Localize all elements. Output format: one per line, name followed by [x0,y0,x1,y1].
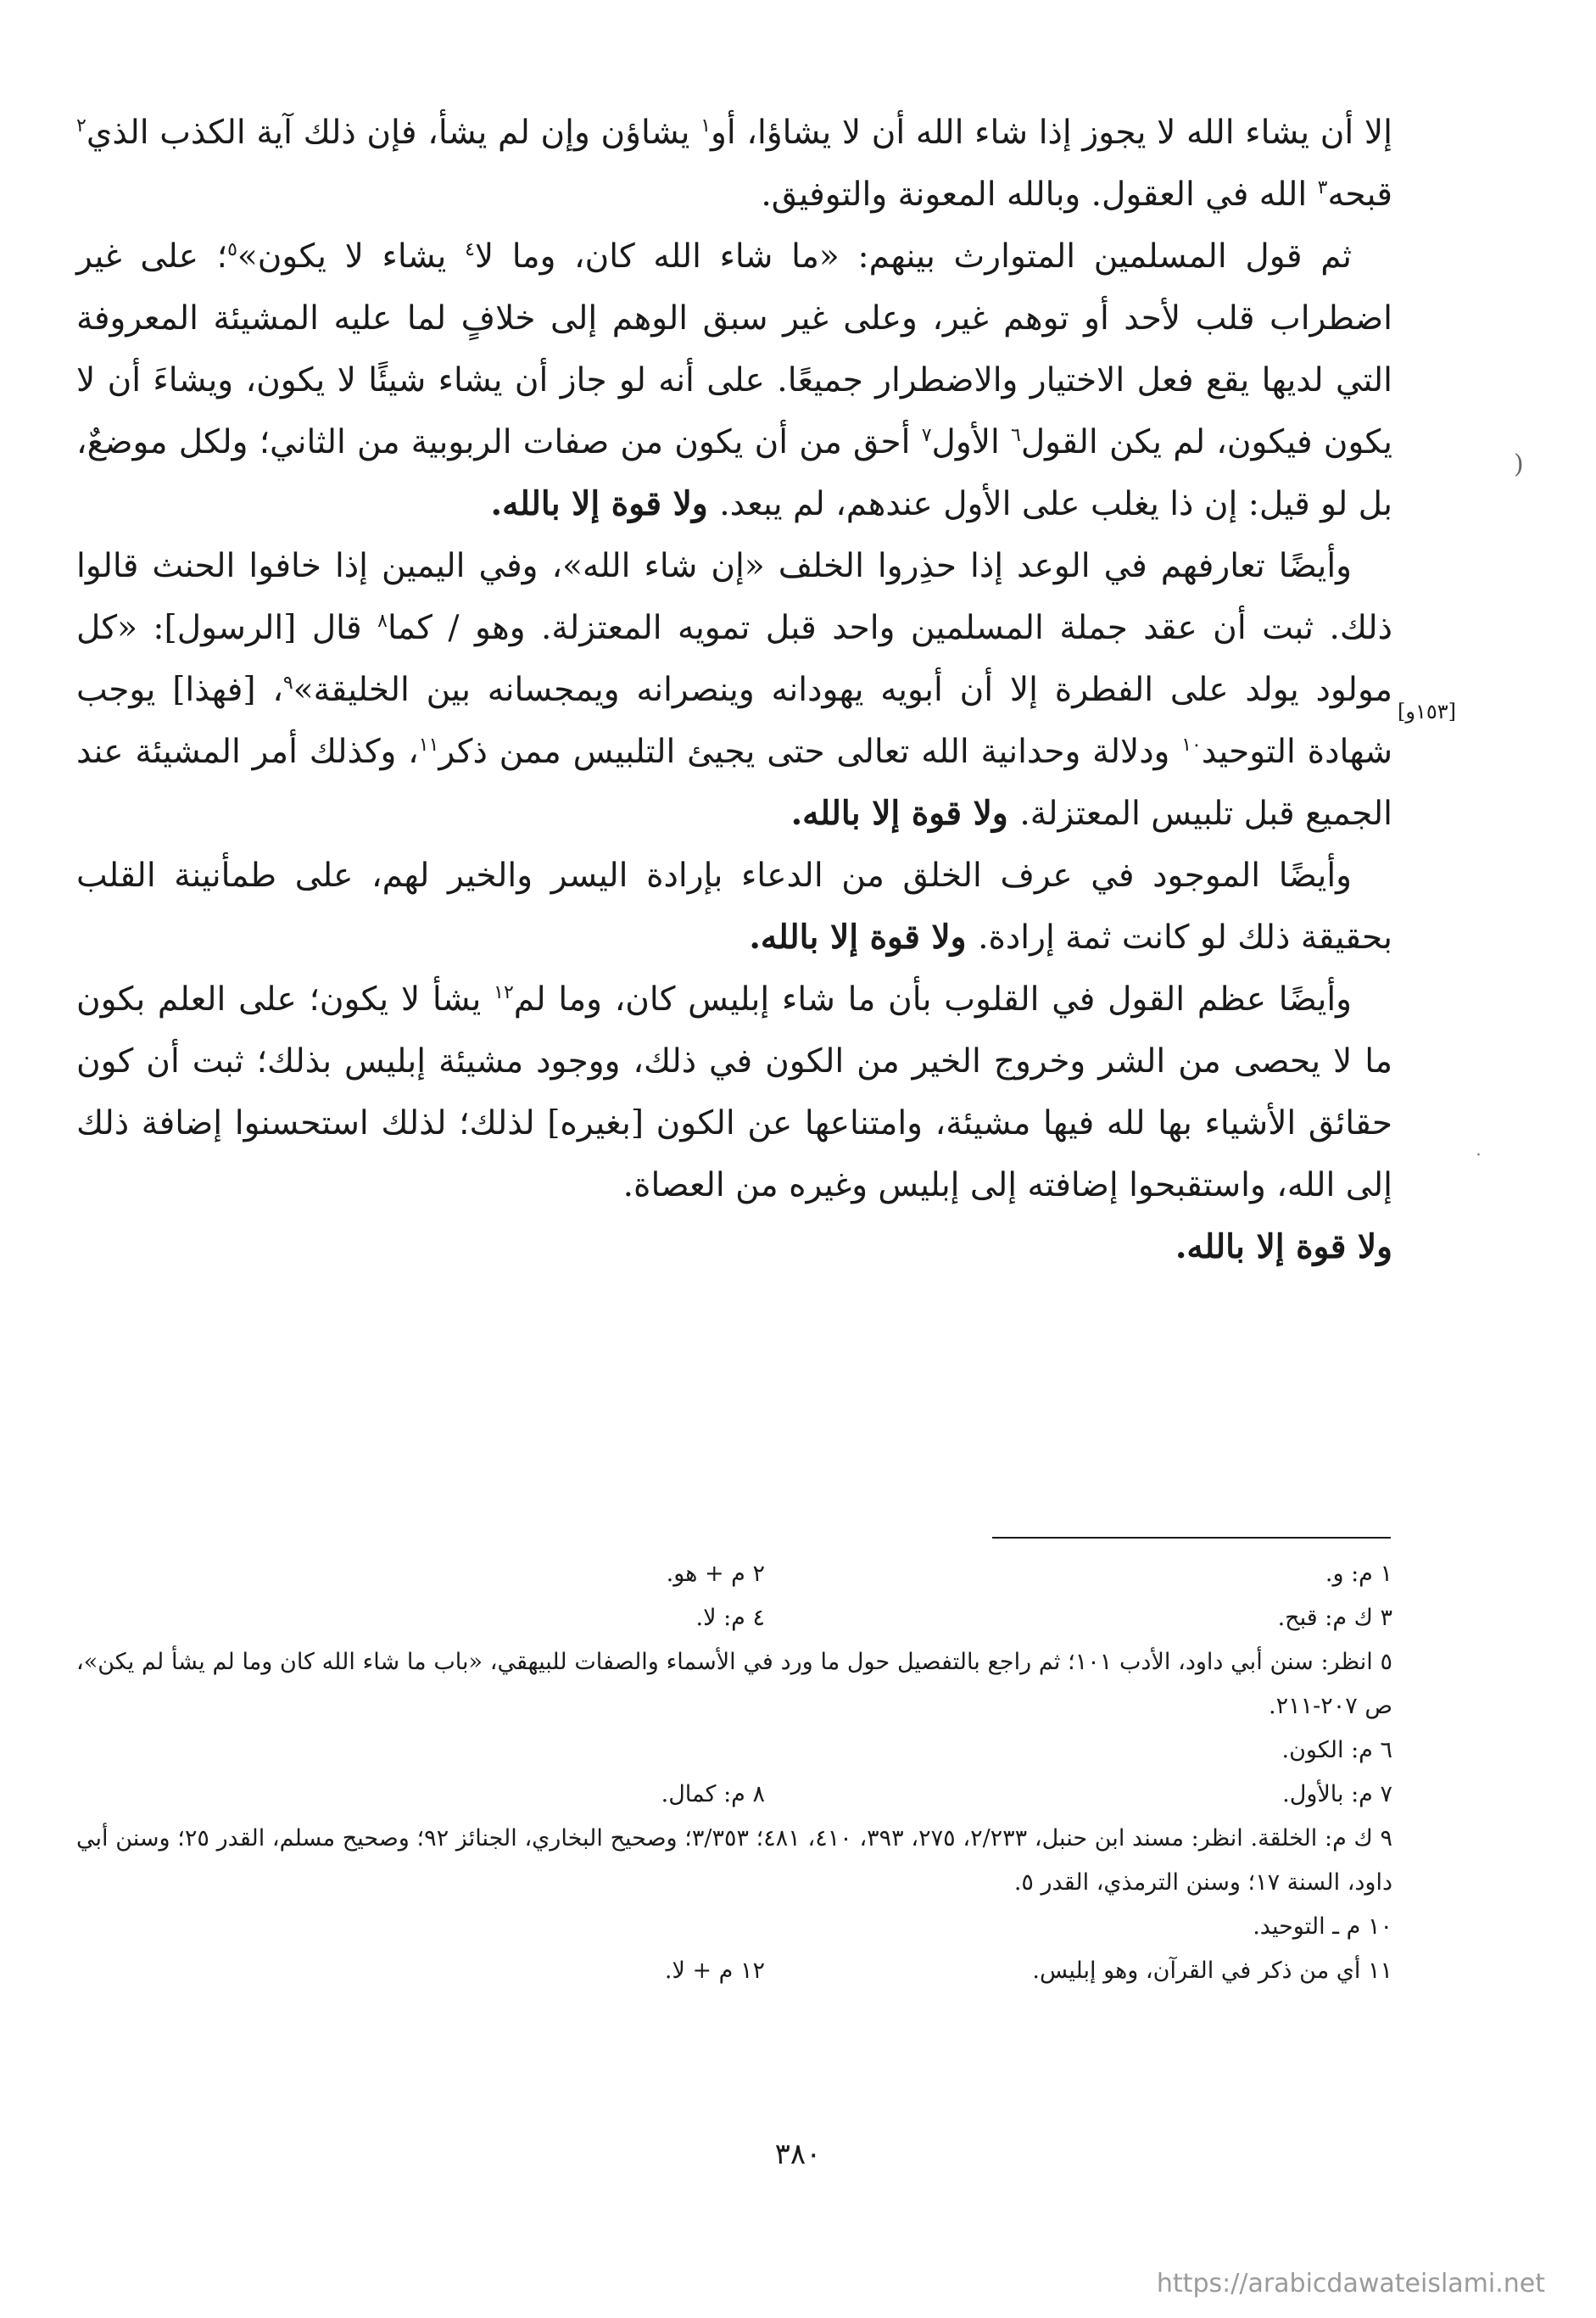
footnote-ref-5: ٥ [227,239,237,260]
footnotes [76,1552,1392,1993]
footnote-2: ٢ م + هو. [666,1561,765,1587]
paragraph-5: وأيضًا عظم القول في القلوب بأن ما شاء إبليس كان، وما لم$^{١٢}$ يشأ لا يكون؛ على العلم بكون ما لا يحصى من الشر وخروج الخير من الكون في ذلك، ووجود مشيئة إبليس بذلك؛ ثبت أن كون حقائق الأشياء بها لله فيها مشيئة، وامتناعها عن الكون [بغيره] لذلك؛ لذلك استحسنوا إضافة ذلك إلى الله، واستقبحوا إضافته إلى إبليس وغيره من العصاة. [76,980,1392,1204]
closing-formula: ولا قوة إلا بالله. [1175,1227,1392,1266]
footnote-row [76,1596,1392,1640]
footnote-separator [992,1537,1391,1539]
footnote-4: ٤ م: لا. [695,1605,765,1631]
closing-formula: ولا قوة إلا بالله. [490,484,720,523]
footnote-ref-10: ١٠ [1181,734,1202,756]
footnote-ref-2: ٢ [76,115,86,137]
footnote-ref-3: ٣ [1317,177,1328,198]
closing-formula: ولا قوة إلا بالله. [790,794,1020,833]
footnote-ref-8: ٨ [377,611,388,632]
footnote-8: ٨ م: كمال. [661,1781,765,1807]
footnote-ref-4: ٤ [465,239,475,260]
footnote-ref-12: ١٢ [494,982,514,1003]
page-number: ٣٨٠ [774,2137,822,2171]
footnote-row [76,1949,1392,1993]
footnote-12: ١٢ م + لا. [664,1958,765,1984]
paragraph-3: وأيضًا تعارفهم في الوعد إذا حذِروا الخلف «إن شاء الله»، وفي اليمين إذا خافوا الحنث قالوا ذلك. ثبت أن عقد جملة المسلمين واحد قبل تمويه المعتزلة. وهو / كما$^٨$ قال [الرسول]: «كل مولود يولد على الفطرة إلا أن أبويه يهودانه وينصرانه ويمجسانه بين الخليقة»$^٩$، [فهذا] يوجب شهادة التوحيد$^{١٠}$ ودلالة وحدانية الله تعالى حتى يجيئ التلبيس ممن ذكر$^{١١}$، وكذلك أمر المشيئة عند الجميع قبل تلبيس المعتزلة. ولا قوة إلا بالله. [76,547,1393,833]
paragraph-2: ثم قول المسلمين المتوارث بينهم: «ما شاء الله كان، وما لا$^٤$ يشاء لا يكون»$^٥$؛ على غير اضطراب قلب لأحد أو توهم غير، وعلى غير سبق الوهم إلى خلافٍ لما عليه المشيئة المعروفة التي لديها يقع فعل الاختيار والاضطرار جميعًا. على أنه لو جاز أن يشاء شيئًا لا يكون، ويشاءَ أن لا يكون فيكون، لم يكن القول$^٦$ الأول$^٧$ أحق من أن يكون من صفات الربوبية من الثاني؛ ولكل موضعٌ، بل لو قيل: إن ذا يغلب على الأول عندهم، لم يبعد. ولا قوة إلا بالله. [76,237,1392,523]
footnote-1: ١ م: و. [1325,1561,1392,1587]
footnote-3: ٣ ك م: قبح. [1277,1605,1392,1631]
footnote-ref-1: ١ [700,115,712,137]
paragraph-1: إلا أن يشاء الله لا يجوز إذا شاء الله أن لا يشاؤا، أو$^١$ يشاؤن وإن لم يشأ، فإن ذلك آية الكذب الذي$^٢$ قبحه$^٣$ الله في العقول. وبالله المعونة والتوفيق. [76,114,1393,214]
closing-formula: ولا قوة إلا بالله. [749,918,979,957]
footnote-6: ٦ م: الكون. [1281,1737,1392,1763]
paragraph-5-closing [76,1216,1392,1278]
footnote-ref-6: ٦ [1011,425,1021,446]
footnote-9: ٩ ك م: الخلقة. انظر: مسند ابن حنبل، ٢/٢٣٣، ٢٧٥، ٣٩٣، ٤١٠، ٤٨١؛ ٣/٣٥٣؛ وصحيح البخاري، الجنائز ٩٢؛ وصحيح مسلم، القدر ٢٥؛ وسنن أبي داود، السنة ١٧؛ وسنن الترمذي، القدر ٥. [76,1825,1393,1896]
manuscript-folio-marker: [١٥٣و] [1398,700,1456,723]
footnote-7: ٧ م: بالأول. [1282,1781,1392,1807]
main-text [76,102,1392,1278]
footnote-10: ١٠ م ـ التوحيد. [1253,1913,1392,1940]
footnote-ref-7: ٧ [921,425,932,446]
margin-dot: · [1476,1145,1482,1166]
footnote-row [76,1552,1392,1596]
watermark-url: https://arabicdawateislami.net [1156,2269,1545,2298]
footnote-11: ١١ أي من ذكر في القرآن، وهو إبليس. [1032,1958,1392,1984]
footnote-ref-9: ٩ [282,673,293,694]
footnote-5: ٥ انظر: سنن أبي داود، الأدب ١٠١؛ ثم راجع بالتفصيل حول ما ورد في الأسماء والصفات للبيهقي، «باب ما شاء الله كان وما لم يشأ لم يكن»، ص ٢٠٧-٢١١. [76,1649,1393,1719]
footnote-row [76,1773,1392,1817]
paragraph-4: وأيضًا الموجود في عرف الخلق من الدعاء بإرادة اليسر والخير لهم، على طمأنينة القلب بحقيقة ذلك لو كانت ثمة إرادة. ولا قوة إلا بالله. [76,857,1392,957]
footnote-ref-11: ١١ [418,734,439,756]
margin-mark: ( [1514,450,1524,479]
